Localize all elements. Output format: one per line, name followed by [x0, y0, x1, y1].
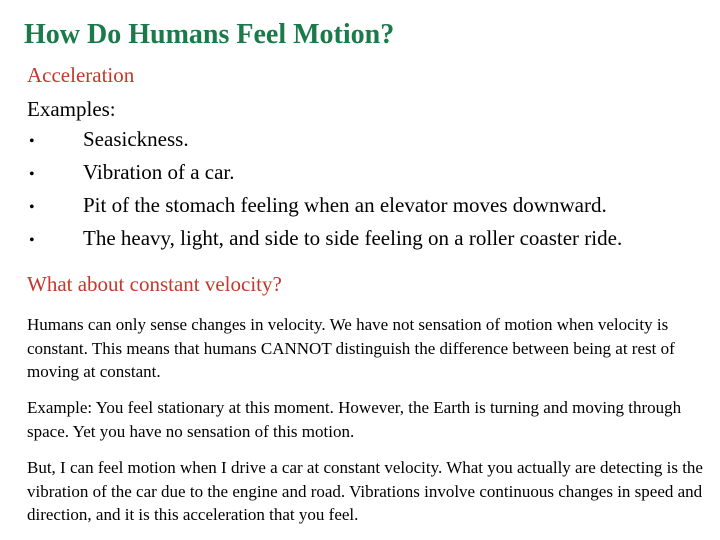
constant-velocity-question: What about constant velocity?: [27, 272, 282, 296]
list-item: [27, 225, 622, 258]
list-item: [27, 159, 622, 192]
example-text: Seasickness.: [83, 127, 189, 151]
paragraph-car-vibration: But, I can feel motion when I drive a car at constant velocity. What you actually are detecting is the vibration of the car due to the engine and road. Vibrations involve continuous changes in speed and direction, and it is this acceleration that you feel.: [27, 458, 703, 524]
bullet-icon: •: [29, 199, 35, 216]
bullet-icon: •: [29, 166, 35, 183]
bullet-icon: •: [29, 133, 35, 150]
list-item: [27, 126, 622, 159]
list-item: [27, 192, 622, 225]
example-text: The heavy, light, and side to side feeling on a roller coaster ride.: [83, 226, 623, 250]
paragraph-earth-example: Example: You feel stationary at this moment. However, the Earth is turning and moving through space. Yet you have no sensation of this motion.: [27, 398, 682, 441]
slide-title: How Do Humans Feel Motion?: [24, 19, 395, 50]
examples-label: Examples:: [27, 97, 116, 121]
paragraph-velocity-sensing: Humans can only sense changes in velocity. We have not sensation of motion when velocity is constant. This means that humans CANNOT distinguish the difference between being at rest of moving at constant.: [27, 315, 675, 381]
subtitle-acceleration: Acceleration: [27, 63, 135, 87]
example-text: Pit of the stomach feeling when an elevator moves downward.: [83, 193, 607, 217]
examples-list: [27, 126, 622, 258]
example-text: Vibration of a car.: [83, 160, 235, 184]
bullet-icon: •: [29, 232, 35, 249]
